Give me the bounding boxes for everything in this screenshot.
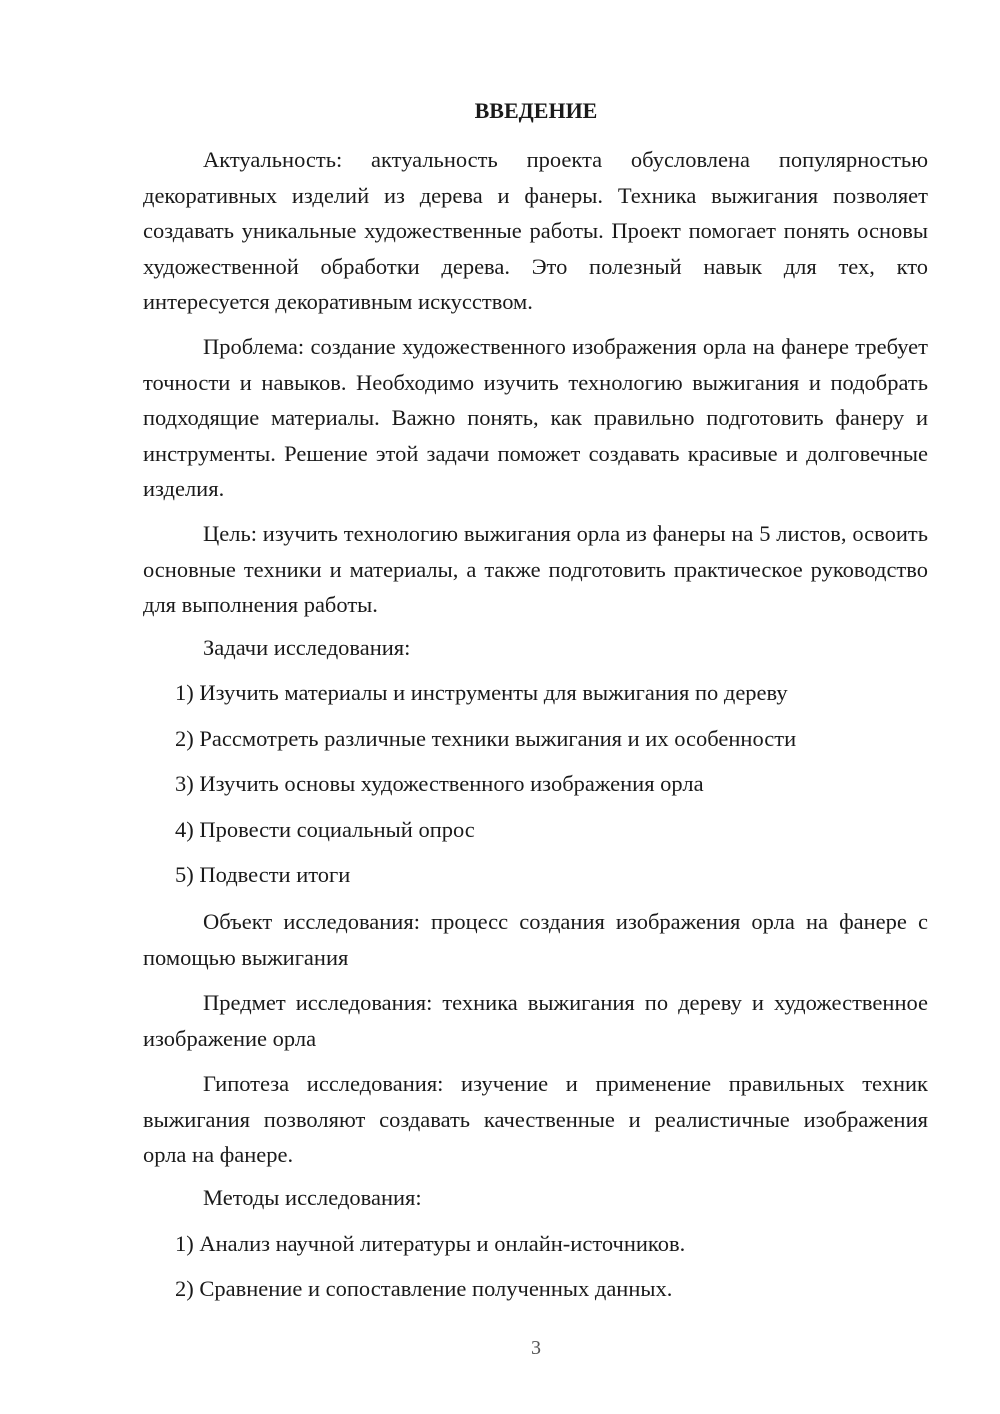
task-item: 3) Изучить основы художественного изображения орла (175, 771, 704, 796)
object-paragraph: Объект исследования: процесс создания изображения орла на фанере с помощью выжигания (143, 909, 928, 970)
page-number: 3 (531, 1337, 541, 1359)
method-item: 2) Сравнение и сопоставление полученных данных. (175, 1276, 673, 1301)
tasks-heading: Задачи исследования: (203, 635, 411, 660)
relevance-paragraph: Актуальность: актуальность проекта обусловлена популярностью декоративных изделий из дерева и фанеры. Техника выжигания позволяет создавать уникальные художественные работы. Проект помогает понять основы художественной обработки дерева. Это полезный навык для тех, кто интересуется декоративным искусством. (143, 147, 928, 314)
task-item: 4) Провести социальный опрос (175, 817, 475, 842)
methods-heading: Методы исследования: (203, 1185, 422, 1210)
method-item: 1) Анализ научной литературы и онлайн-источников. (175, 1231, 686, 1256)
task-item: 5) Подвести итоги (175, 862, 351, 887)
subject-paragraph: Предмет исследования: техника выжигания по дереву и художественное изображение орла (143, 990, 928, 1051)
goal-paragraph: Цель: изучить технологию выжигания орла из фанеры на 5 листов, освоить основные техники и материалы, а также подготовить практическое руководство для выполнения работы. (143, 521, 928, 617)
hypothesis-paragraph: Гипотеза исследования: изучение и применение правильных техник выжигания позволяют создавать качественные и реалистичные изображения орла на фанере. (143, 1071, 928, 1167)
task-item: 2) Рассмотреть различные техники выжигания и их особенности (175, 726, 797, 751)
section-title: ВВЕДЕНИЕ (474, 98, 598, 123)
problem-paragraph: Проблема: создание художественного изображения орла на фанере требует точности и навыков. Необходимо изучить технологию выжигания и подобрать подходящие материалы. Важно понять, как правильно подготовить фанеру и инструменты. Решение этой задачи поможет создавать красивые и долговечные изделия. (143, 334, 928, 501)
task-item: 1) Изучить материалы и инструменты для выжигания по дереву (175, 680, 788, 705)
